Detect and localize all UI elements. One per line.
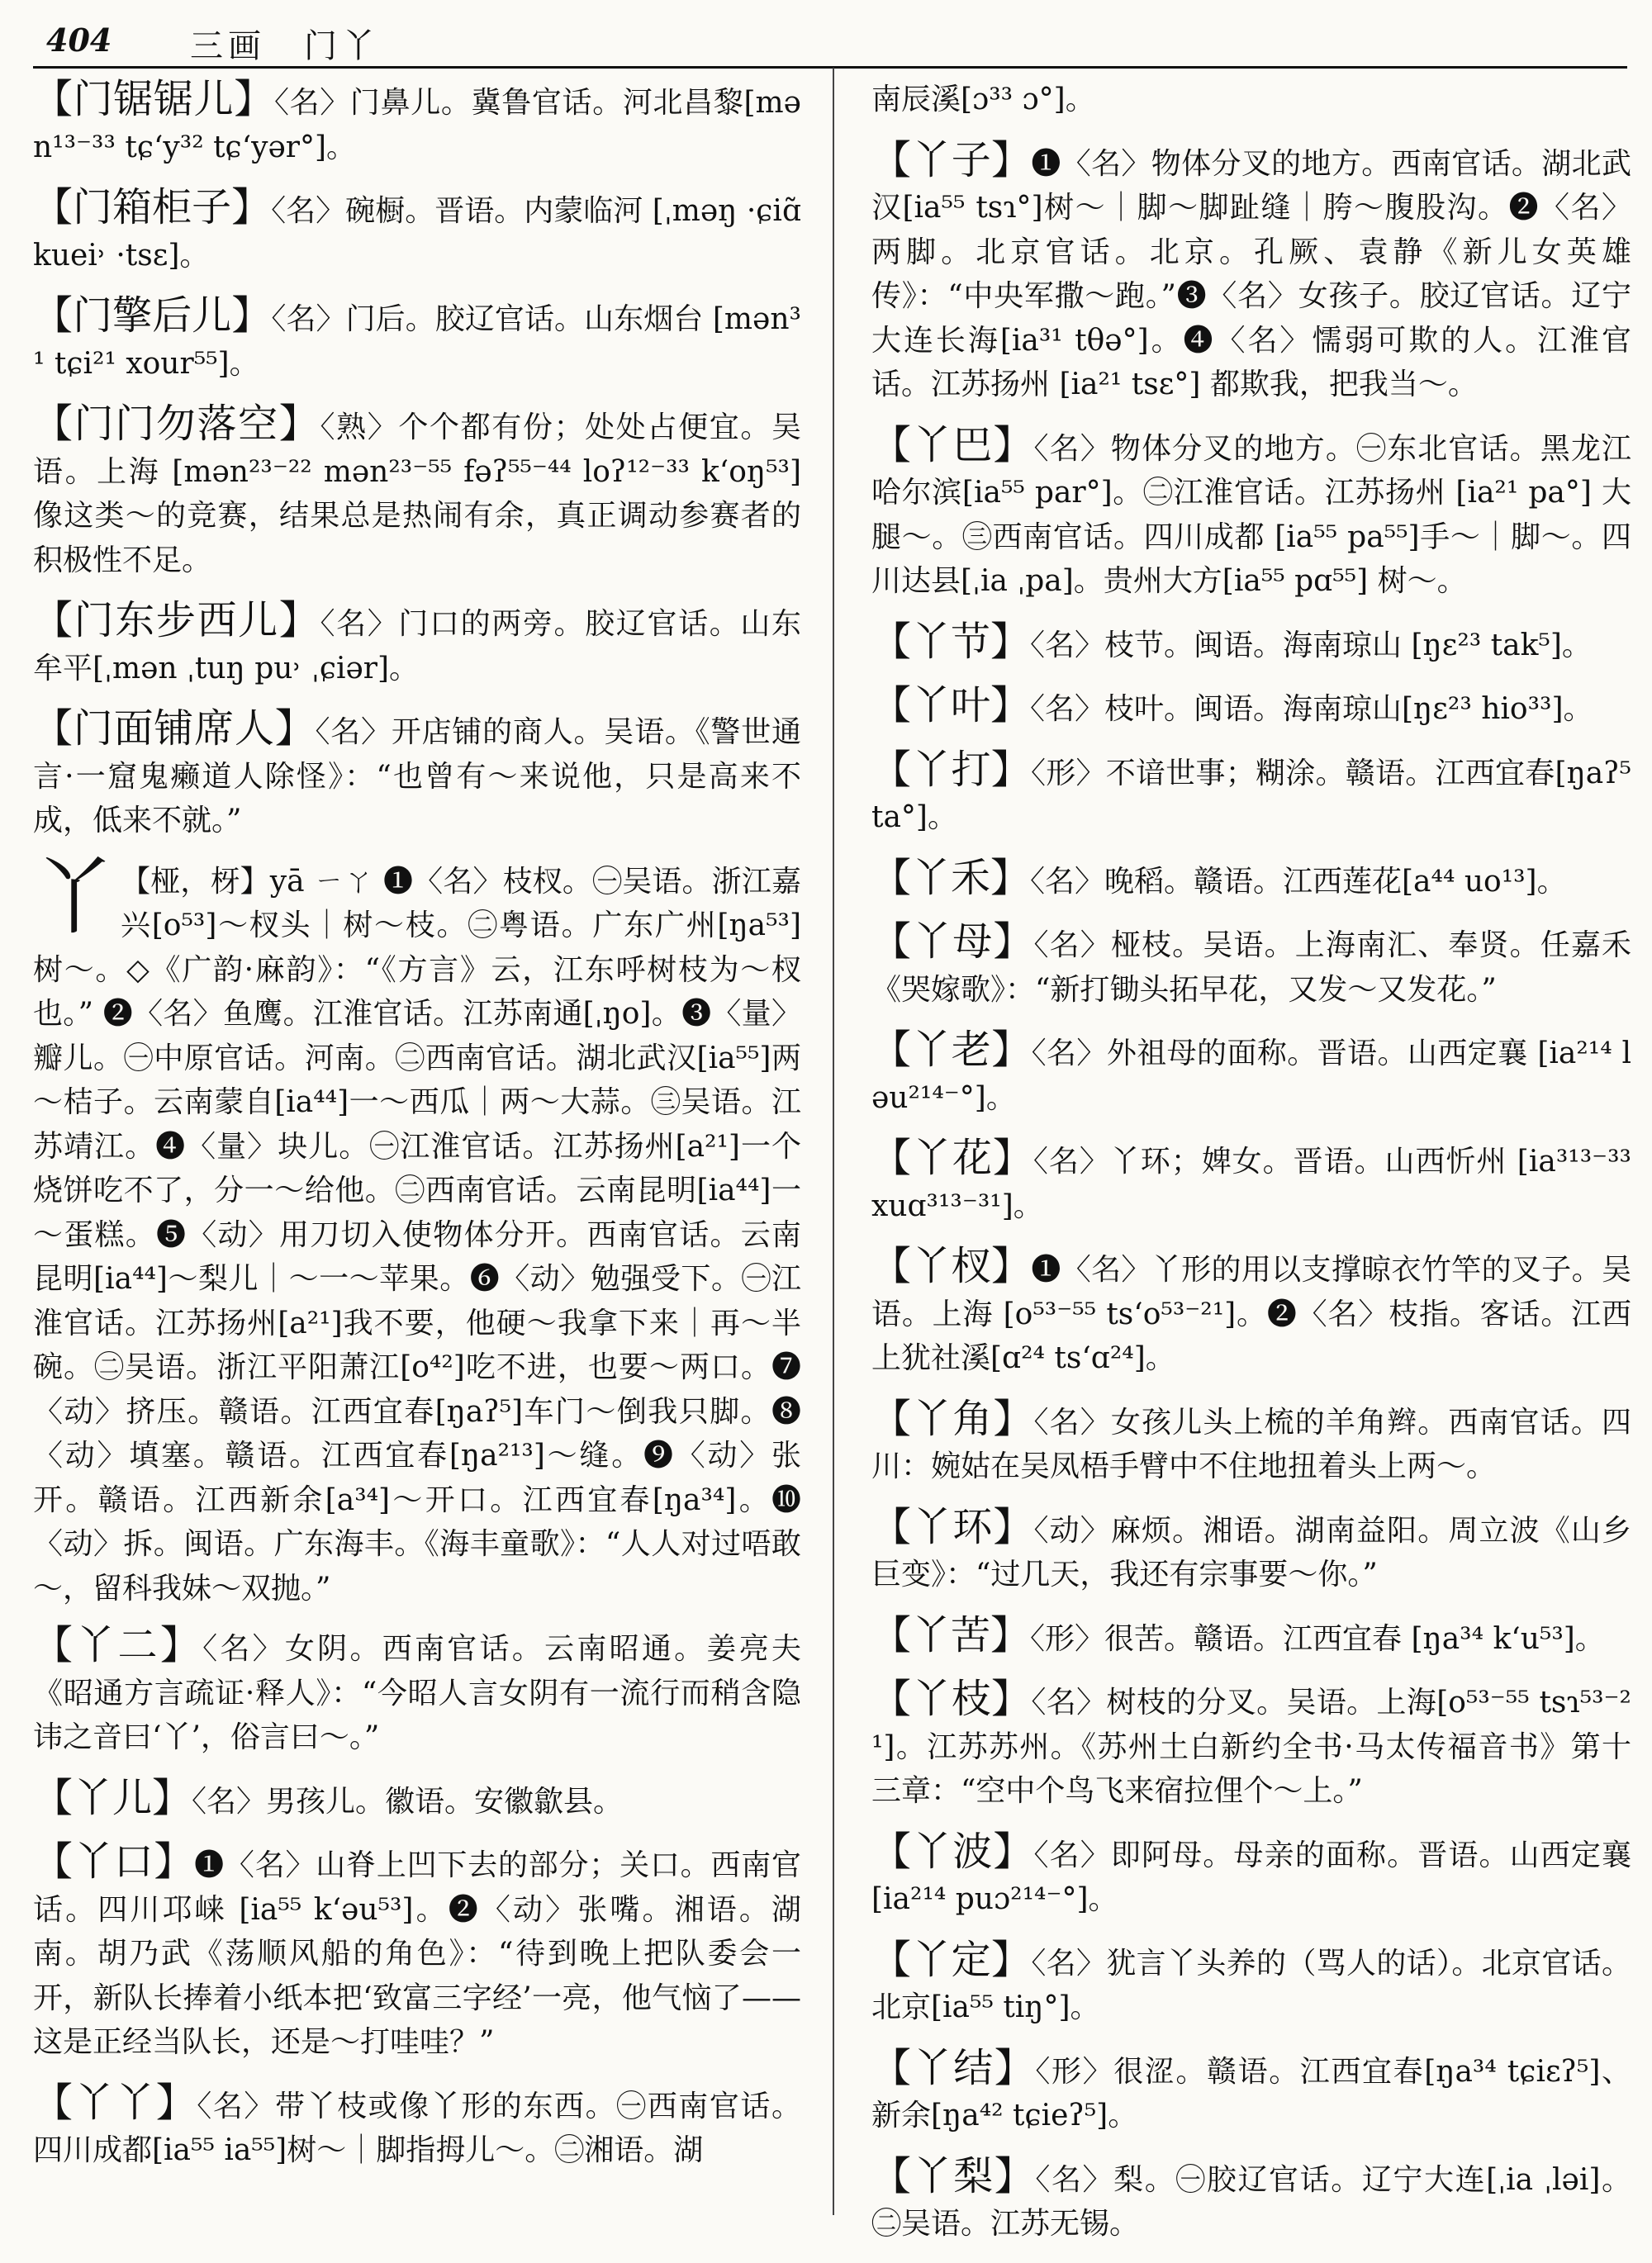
column-divider (833, 68, 834, 2215)
entry-headword: 【丫枝】 (871, 1676, 1032, 1722)
dictionary-entry (871, 136, 1631, 407)
dictionary-entry (871, 748, 1631, 840)
dictionary-entry (871, 2044, 1631, 2138)
entry-headword: 【丫巴】 (871, 421, 1034, 468)
entry-headword: 【丫苦】 (871, 1611, 1031, 1658)
entry-definition: 〈名〉梨。㊀胶辽官话。辽宁大连[ˌia ˌləi]。㊁吴语。江苏无锡。 (871, 2162, 1631, 2241)
dictionary-entry (871, 684, 1631, 732)
entry-definition: 〈名〉树枝的分叉。吴语。上海[o⁵³⁻⁵⁵ tsɿ⁵³⁻²¹]。江苏苏州。《苏州土白新约全书·马太传福音书》第十三章：“空中个鸟飞来宿拉俚个～上。” (871, 1686, 1631, 1808)
entry-headword: 【丫老】 (871, 1027, 1032, 1073)
dictionary-entry (33, 599, 801, 690)
entry-definition: 〈名〉枝节。闽语。海南琼山 [ŋɛ²³ tak⁵]。 (1030, 628, 1592, 662)
page-header (33, 15, 1627, 69)
dictionary-entry (33, 1840, 801, 2065)
entry-headword: 【门门勿落空】 (33, 401, 320, 447)
character-definition: 【桠，枒】yā ㄧㄚ ❶〈名〉枝杈。㊀吴语。浙江嘉兴[o⁵³]～杈头｜树～枝。㊁粤语。广东广州[ŋa⁵³]树～。◇《广韵·麻韵》：“《方言》云，江东呼树枝为～杈也。” ❷〈名〉鱼鹰。江淮官话。江苏南通[ˌŋo]。❸〈量〉瓣儿。㊀中原官话。河南。㊁西南官话。湖北武汉[ia⁵⁵]两～桔子。云南蒙自[ia⁴⁴]一～西瓜｜两～大蒜。㊂吴语。江苏靖江。❹〈量〉块儿。㊀江淮官话。江苏扬州[a²¹]一个烧饼吃不了，分一～给他。㊁西南官话。云南昆明[ia⁴⁴]一～蛋糕。❺〈动〉用刀切入使物体分开。西南官话。云南昆明[ia⁴⁴]～梨儿｜～一～苹果。❻〈动〉勉强受下。㊀江淮官话。江苏扬州[a²¹]我不要，他硬～我拿下来｜再～半碗。㊁吴语。浙江平阳萧江[o⁴²]吃不进，也要～两口。❼〈动〉挤压。赣语。江西宜春[ŋaʔ⁵]车门～倒我只脚。❽〈动〉填塞。赣语。江西宜春[ŋa²¹³]～缝。❾〈动〉张开。赣语。江西新余[a³⁴]～开口。江西宜春[ŋa³⁴]。❿〈动〉拆。闽语。广东海丰。《海丰童歌》：“人人对过唔敢～，留科我妹～双抛。” (33, 864, 801, 1606)
entry-definition: 南辰溪[ɔ³³ ɔ°]。 (871, 83, 1095, 116)
entry-headword: 【丫子】 (871, 136, 1032, 183)
dictionary-entry (33, 1774, 801, 1824)
entry-definition: 〈名〉门口的两旁。胶辽官话。山东牟平[ˌmən ˌtuŋ pu˒ ˌɕiər]。 (33, 607, 801, 686)
entry-definition: 〈形〉不谙世事；糊涂。赣语。江西宜春[ŋaʔ⁵ ta°]。 (871, 756, 1631, 834)
entry-headword: 【丫结】 (871, 2044, 1036, 2091)
entry-definition: 〈形〉很苦。赣语。江西宜春 [ŋa³⁴ kʻu⁵³]。 (1030, 1621, 1605, 1656)
entry-definition: 〈名〉带丫枝或像丫形的东西。㊀西南官话。四川成都[ia⁵⁵ ia⁵⁵]树～｜脚指拇儿～。㊁湘语。湖 (33, 2089, 801, 2167)
dictionary-entry (33, 707, 801, 843)
dictionary-entry (871, 1503, 1631, 1597)
head-character: 丫 (33, 848, 116, 946)
entry-headword: 【门锯锯儿】 (33, 76, 274, 122)
entry-definition: 〈名〉男孩儿。徽语。安徽歙县。 (192, 1784, 624, 1819)
entry-headword: 【丫杈】 (871, 1243, 1032, 1289)
entry-definition: 〈名〉枝叶。闽语。海南琼山[ŋɛ²³ hio³³]。 (1030, 692, 1593, 726)
entry-headword: 【丫环】 (871, 1503, 1034, 1550)
entry-definition: 〈名〉桠枝。吴语。上海南汇、奉贤。任嘉禾《哭嫁歌》：“新打锄头拓早花，又发～又发花。” (871, 928, 1631, 1007)
entry-headword: 【丫定】 (871, 1936, 1032, 1983)
section-title: 三画 门丫 (190, 27, 380, 65)
entry-definition: 〈名〉丫环；婢女。晋语。山西忻州 [ia³¹³⁻³³ xuɑ³¹³⁻³¹]。 (871, 1145, 1631, 1223)
character-entry (33, 848, 801, 1611)
dictionary-entry (33, 1624, 801, 1760)
entry-headword: 【丫丫】 (33, 2079, 197, 2126)
entry-continuation (871, 78, 1631, 122)
entry-headword: 【丫儿】 (33, 1774, 192, 1821)
dictionary-entry (871, 1136, 1631, 1228)
dictionary-entry (33, 78, 801, 169)
entry-definition: 〈名〉外祖母的面称。晋语。山西定襄 [ia²¹⁴ ləu²¹⁴⁻°]。 (871, 1037, 1631, 1115)
entry-headword: 【丫花】 (871, 1135, 1033, 1181)
entry-headword: 【门擎后儿】 (33, 292, 272, 339)
entry-headword: 【丫节】 (871, 618, 1031, 665)
dictionary-entry (871, 421, 1631, 604)
dictionary-entry (871, 1611, 1631, 1662)
entry-definition: ❶〈名〉物体分叉的地方。西南官话。湖北武汉[ia⁵⁵ tsɿ°]树～｜脚～脚趾缝｜胯～腹股沟。❷〈名〉两脚。北京官话。北京。孔厥、袁静《新儿女英雄传》：“中央军撒～跑。”❸〈名〉女孩子。胶辽官话。辽宁大连长海[ia³¹ tθə°]。❹〈名〉懦弱可欺的人。江淮官话。江苏扬州 [ia²¹ tsɛ°] 都欺我，把我当～。 (871, 146, 1631, 401)
entry-headword: 【门箱柜子】 (33, 184, 272, 230)
entry-definition: 〈名〉开店铺的商人。吴语。《警世通言·一窟鬼癞道人除怪》：“也曾有～来说他，只是高来不成，低来不就。” (33, 715, 801, 837)
entry-headword: 【丫波】 (871, 1828, 1034, 1875)
entry-definition: 〈名〉晚稻。赣语。江西莲花[a⁴⁴ uo¹³]。 (1030, 864, 1567, 899)
entry-definition: 〈名〉犹言丫头养的（骂人的话）。北京官话。北京[ia⁵⁵ tiŋ°]。 (871, 1946, 1631, 2024)
entry-headword: 【丫禾】 (871, 854, 1031, 901)
entry-definition: 〈形〉很涩。赣语。江西宜春[ŋa³⁴ tɕiɛʔ⁵]、新余[ŋa⁴² tɕieʔ⁵]。 (871, 2054, 1631, 2133)
dictionary-entry (871, 620, 1631, 668)
dictionary-entry (33, 186, 801, 278)
dictionary-entry (33, 2081, 801, 2173)
dictionary-entry (871, 1677, 1631, 1814)
left-column (33, 78, 801, 2189)
dictionary-entry (871, 1830, 1631, 1922)
entry-headword: 【丫角】 (871, 1395, 1034, 1442)
dictionary-entry (33, 402, 801, 582)
entry-definition: 〈名〉碗橱。晋语。内蒙临河 [ˌməŋ ·ɕiɑ̃ kuei˒ ·tsɛ]。 (33, 194, 801, 273)
entry-headword: 【门东步西儿】 (33, 597, 320, 643)
entry-headword: 【丫打】 (871, 746, 1032, 793)
dictionary-entry (871, 1028, 1631, 1120)
entry-headword: 【丫梨】 (871, 2152, 1036, 2199)
entry-headword: 【丫二】 (33, 1622, 203, 1668)
dictionary-entry (871, 920, 1631, 1012)
entry-definition: 〈名〉门鼻儿。冀鲁官话。河北昌黎[mən¹³⁻³³ tɕʻy³² tɕʻyər°]。 (33, 86, 801, 164)
dictionary-entry (871, 1938, 1631, 2030)
entry-headword: 【门面铺席人】 (33, 705, 316, 752)
entry-headword: 【丫口】 (33, 1838, 195, 1885)
entry-definition: 〈名〉物体分叉的地方。㊀东北官话。黑龙江哈尔滨[ia⁵⁵ par°]。㊁江淮官话。江苏扬州 [ia²¹ pa°] 大腿～。㊂西南官话。四川成都 [ia⁵⁵ pa⁵⁵]手～｜脚～。四川达县[ˌia ˌpa]。贵州大方[ia⁵⁵ pɑ⁵⁵] 树～。 (871, 431, 1631, 598)
entry-headword: 【丫叶】 (871, 682, 1031, 728)
dictionary-entry (871, 2152, 1631, 2246)
entry-definition: 〈名〉即阿母。母亲的面称。晋语。山西定襄 [ia²¹⁴ puɔ²¹⁴⁻°]。 (871, 1838, 1631, 1916)
dictionary-entry (871, 856, 1631, 904)
page-number: 404 (46, 21, 112, 59)
dictionary-entry (871, 1397, 1631, 1489)
entry-definition: 〈名〉女阴。西南官话。云南昭通。姜亮夫《昭通方言疏证·释人》：“今昭人言女阴有一流行而稍含隐讳之音曰‘丫’，俗言曰～。” (33, 1632, 801, 1754)
entry-definition: 〈熟〉个个都有份；处处占便宜。吴语。上海 [mən²³⁻²² mən²³⁻⁵⁵ fəʔ⁵⁵⁻⁴⁴ loʔ¹²⁻³³ kʻoŋ⁵³] 像这类～的竞赛，结果总是热闹有余，真正调动参赛者的积极性不足。 (33, 410, 801, 577)
dictionary-entry (871, 1245, 1631, 1381)
entry-definition: ❶〈名〉丫形的用以支撑晾衣竹竿的叉子。吴语。上海 [o⁵³⁻⁵⁵ tsʻo⁵³⁻²¹]。❷〈名〉枝指。客话。江西上犹社溪[ɑ²⁴ tsʻɑ²⁴]。 (871, 1253, 1631, 1375)
entry-headword: 【丫母】 (871, 918, 1034, 965)
right-column (871, 78, 1631, 2263)
entry-definition: 〈名〉女孩儿头上梳的羊角辫。西南官话。四川：婉姑在吴凤梧手臂中不住地扭着头上两～。 (871, 1405, 1631, 1483)
entry-definition: 〈动〉麻烦。湘语。湖南益阳。周立波《山乡巨变》：“过几天，我还有宗事要～你。” (871, 1513, 1631, 1592)
entry-definition: 〈名〉门后。胶辽官话。山东烟台 [mən³¹ tɕi²¹ xour⁵⁵]。 (33, 302, 801, 381)
entry-definition: ❶〈名〉山脊上凹下去的部分；关口。西南官话。四川邛崃 [ia⁵⁵ kʻəu⁵³]。❷〈动〉张嘴。湘语。湖南。胡乃武《荡顺风船的角色》：“待到晚上把队委会一开，新队长捧着小纸本把‘致富三字经’一亮，他气恼了——这是正经当队长，还是～打哇哇？” (33, 1848, 801, 2059)
dictionary-entry (33, 294, 801, 386)
